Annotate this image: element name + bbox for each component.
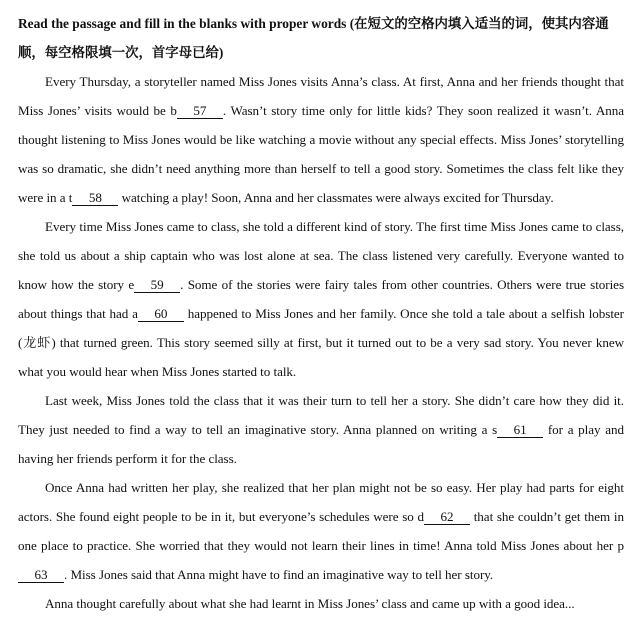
passage-text: Once Anna had written her play, she realized that her plan might not be so easy. Her play had parts for eight actors. She found eight people to be in it, but everyone’s schedules were so d xyxy=(18,480,624,524)
passage xyxy=(18,67,624,618)
answer-blank-57[interactable]: 57 xyxy=(177,104,223,119)
answer-blank-59[interactable]: 59 xyxy=(134,278,180,293)
passage-text: watching a play! Soon, Anna and her classmates were always excited for Thursday. xyxy=(118,190,554,205)
passage-text: Every Thursday, a storyteller named Miss Jones visits Anna’s class. At first, Anna and her friends thought that Miss Jones’ visits would be b xyxy=(18,74,624,118)
passage-paragraph xyxy=(18,67,624,212)
passage-text: . Some of the stories were fairy tales from other countries. Others were true stories about things that had a xyxy=(18,277,624,321)
passage-text: that she couldn’t get them in one place to practice. She worried that they would not learn their lines in time! Anna told Miss Jones about her p xyxy=(18,509,624,553)
passage-text: Anna thought carefully about what she had learnt in Miss Jones’ class and came up with a good idea... xyxy=(45,596,575,611)
passage-paragraph xyxy=(18,386,624,473)
passage-text: happened to Miss Jones and her family. Once she told a tale about a selfish lobster (龙虾) that turned green. This story seemed silly at first, but it turned out to be a very sad story. You never knew what you would hear when Miss Jones started to talk. xyxy=(18,306,624,379)
instructions-heading: Read the passage and fill in the blanks with proper words (在短文的空格内填入适当的词，使其内容通顺，每空格限填一次，首字母已给) xyxy=(18,16,609,60)
passage-text: Last week, Miss Jones told the class that it was their turn to tell her a story. She didn’t care how they did it. They just needed to find a way to tell an imaginative story. Anna planned on writing a s xyxy=(18,393,624,437)
passage-paragraph xyxy=(18,473,624,589)
passage-text: for a play and having her friends perform it for the class. xyxy=(18,422,625,466)
answer-blank-58[interactable]: 58 xyxy=(72,191,118,206)
passage-text: Every time Miss Jones came to class, she told a different kind of story. The first time Miss Jones came to class, she told us about a ship captain who was lost alone at sea. The class listened very carefully. Everyone wanted to know how the story e xyxy=(18,219,624,292)
passage-text: . Miss Jones said that Anna might have to find an imaginative way to tell her story. xyxy=(64,567,494,582)
passage-paragraph xyxy=(18,212,624,386)
passage-text: . Wasn’t story time only for little kids? They soon realized it wasn’t. Anna thought listening to Miss Jones would be like watching a movie without any special effects. Miss Jones’ storytelling was so dramatic, she didn’t need anything more than herself to tell a good story. Sometimes the class felt like they were in a t xyxy=(18,103,625,205)
answer-blank-62[interactable]: 62 xyxy=(424,510,470,525)
answer-blank-60[interactable]: 60 xyxy=(138,307,184,322)
answer-blank-61[interactable]: 61 xyxy=(497,423,543,438)
passage-paragraph xyxy=(18,589,624,618)
answer-blank-63[interactable]: 63 xyxy=(18,568,64,583)
